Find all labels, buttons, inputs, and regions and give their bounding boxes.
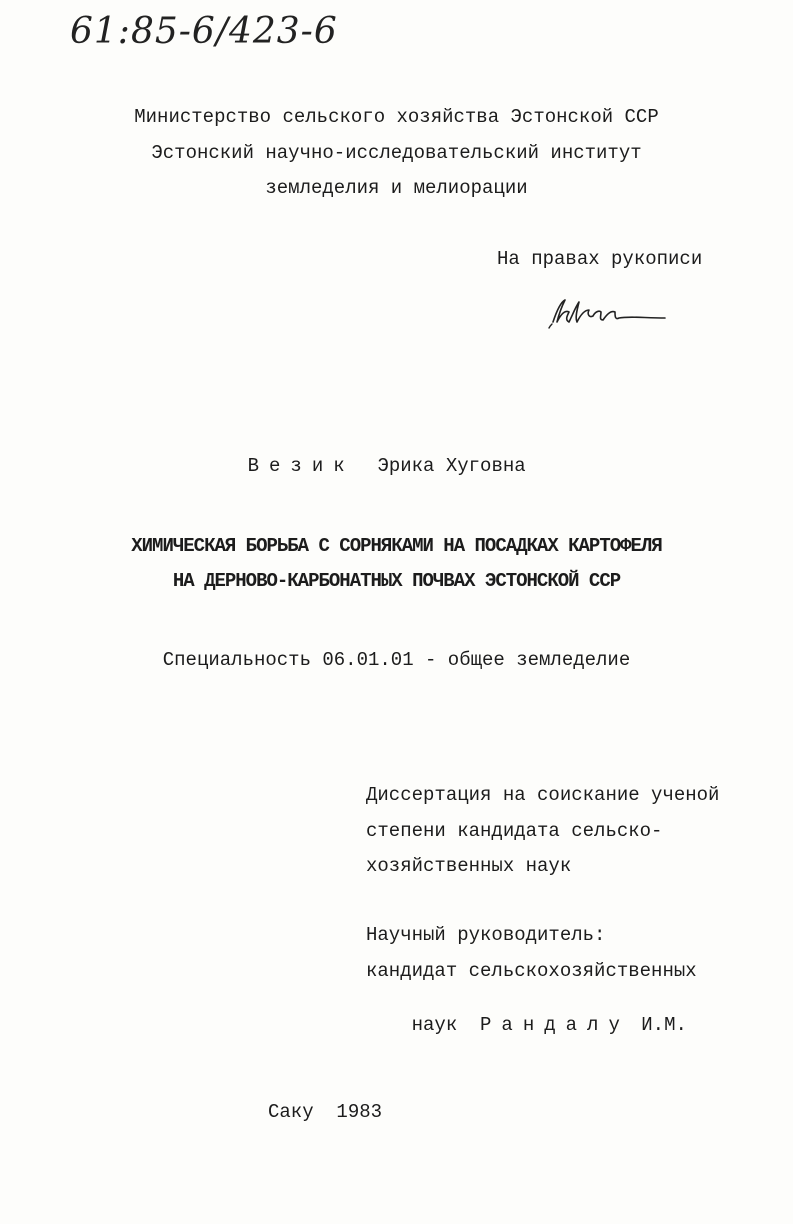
supervisor-prefix: наук [411, 1014, 458, 1036]
dissertation-line-2: степени кандидата сельско- [366, 820, 663, 842]
supervisor-surname: Рандалу [480, 1014, 630, 1036]
supervisor-degree: кандидат сельскохозяйственных [366, 960, 697, 982]
title-line-1: ХИМИЧЕСКАЯ БОРЬБА С СОРНЯКАМИ НА ПОСАДКАХ КАРТОФЕЛЯ [131, 535, 662, 557]
supervisor-gap-2 [630, 1014, 641, 1036]
supervisor-name [366, 997, 687, 1054]
institute-line-2: земледелия и мелиорации [265, 177, 528, 199]
archive-code: 61:85-6/423-6 [70, 11, 338, 52]
dissertation-line-3: хозяйственных наук [366, 855, 572, 877]
rights-note: На правах рукописи [497, 248, 703, 270]
ministry-line: Министерство сельского хозяйства Эстонской ССР [134, 106, 659, 128]
supervisor-initials: И.М. [641, 1014, 687, 1036]
signature [545, 292, 670, 332]
institute-line-1: Эстонский научно-исследовательский институт [151, 142, 642, 164]
author-name [202, 438, 526, 495]
supervisor-label: Научный руководитель: [366, 924, 606, 946]
author-gap [355, 455, 378, 477]
place-year: Саку 1983 [268, 1101, 383, 1123]
author-given-names: Эрика Хуговна [377, 455, 526, 477]
author-surname: Везик [247, 455, 355, 477]
title-line-2: НА ДЕРНОВО-КАРБОНАТНЫХ ПОЧВАХ ЭСТОНСКОЙ ССР [172, 570, 621, 592]
dissertation-line-1: Диссертация на соискание ученой [366, 784, 720, 806]
supervisor-gap [457, 1014, 480, 1036]
specialty: Специальность 06.01.01 - общее земледелие [162, 649, 631, 671]
